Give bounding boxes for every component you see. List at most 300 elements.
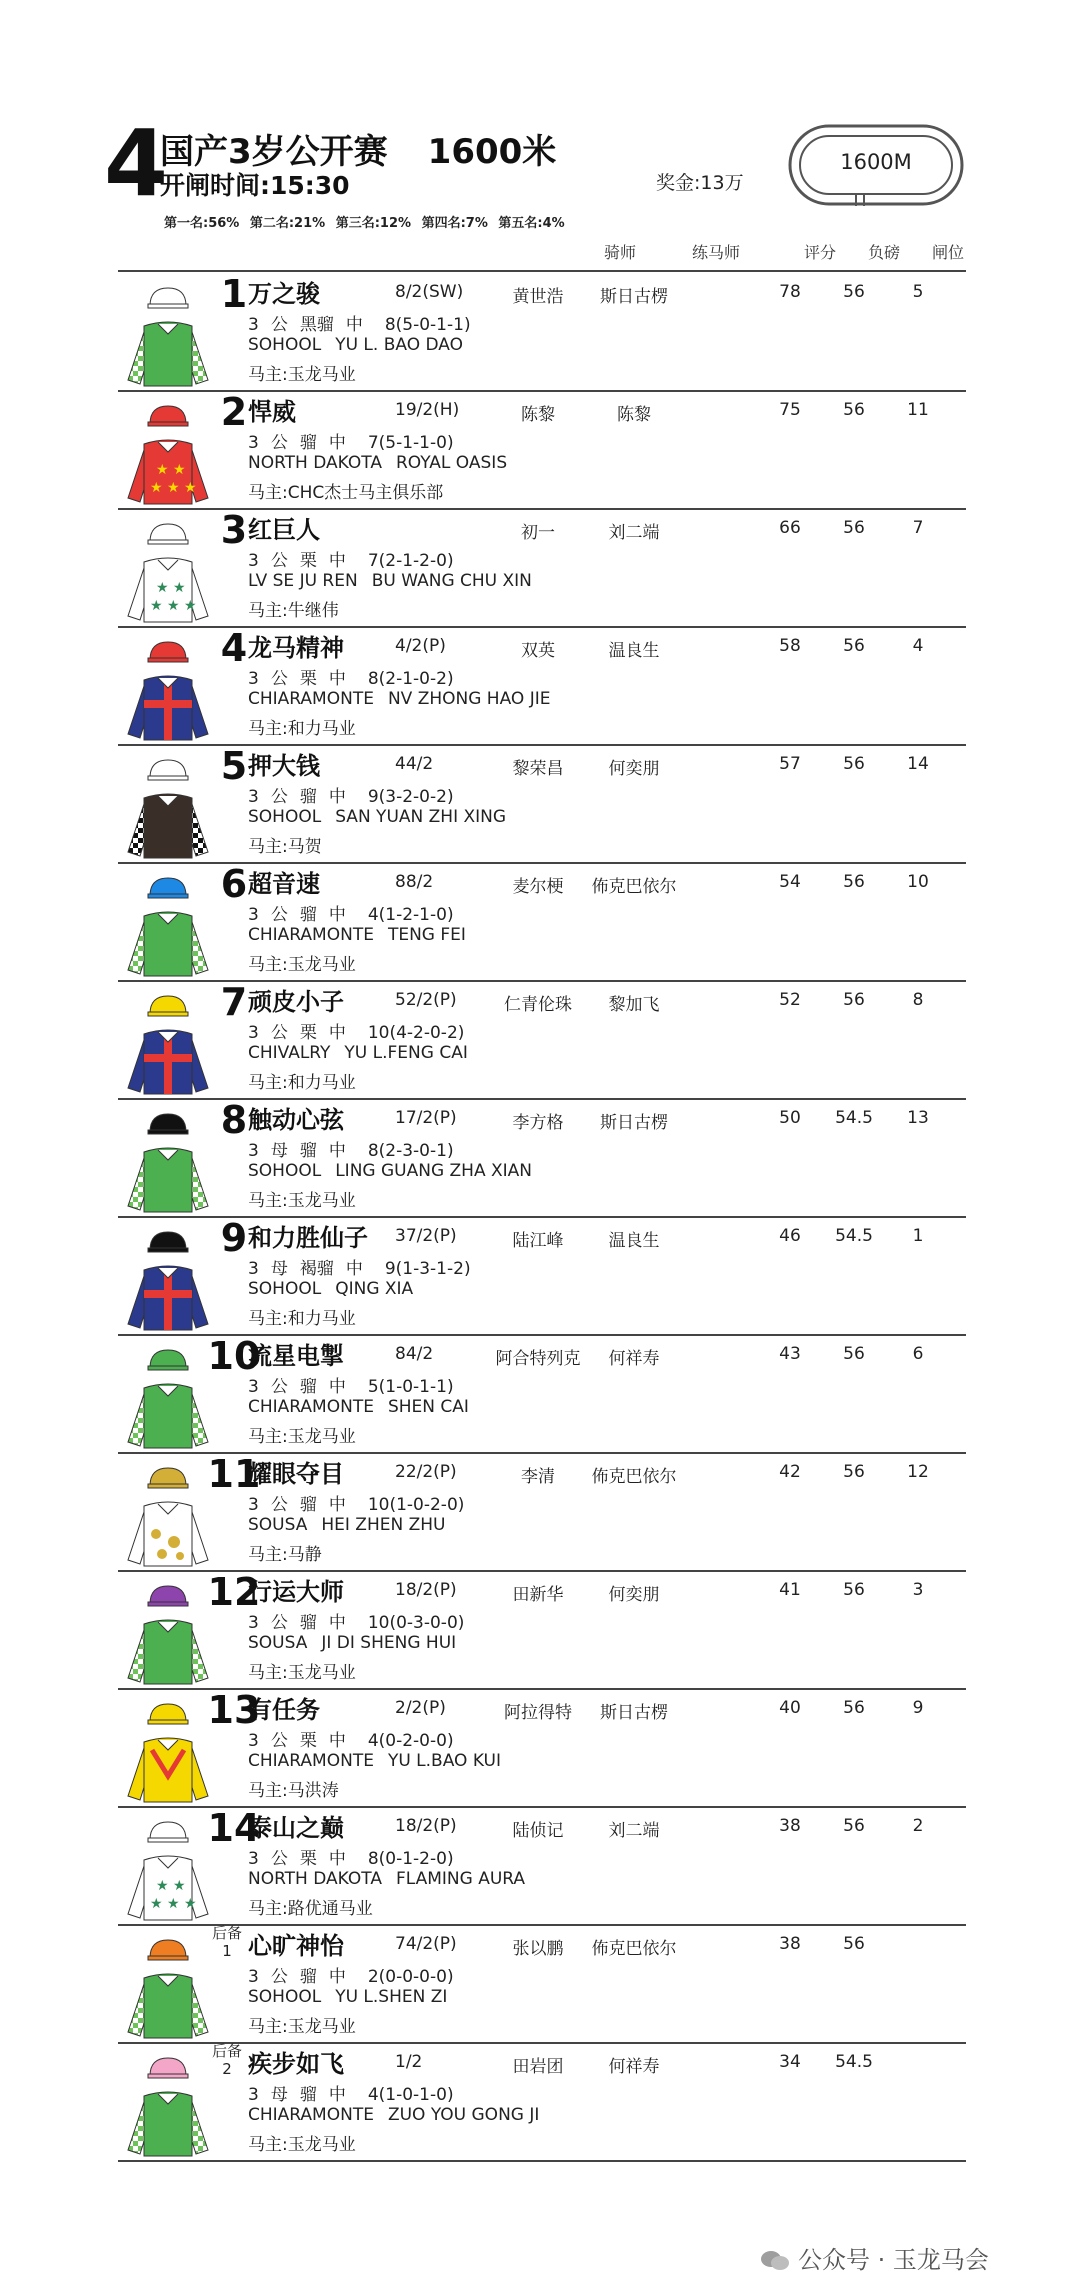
horse-record: 10(4-2-0-2) (367, 1023, 465, 1043)
horse-draw: 13 (907, 1108, 929, 1128)
reserve-label: 后备 2 (211, 2042, 242, 2078)
horse-details (248, 1490, 476, 1515)
horse-number: 1 (220, 272, 248, 316)
horse-color: 栗 (299, 1731, 317, 1751)
race-title-text: 国产3岁公开赛 (160, 132, 388, 172)
horse-odds: 52/2(P) (395, 990, 457, 1010)
wechat-icon (760, 2249, 790, 2273)
horse-class: 中 (345, 1259, 363, 1279)
horse-rating: 50 (779, 1108, 801, 1128)
horse-dam: SHEN CAI (387, 1397, 469, 1417)
horse-dam: ZUO YOU GONG JI (387, 2105, 540, 2125)
horse-pedigree (248, 1043, 468, 1063)
table-row (118, 980, 966, 1100)
horse-sire: CHIARAMONTE (248, 1751, 374, 1771)
horse-rating: 34 (779, 2052, 801, 2072)
prize-money: 奖金:13万 (656, 172, 744, 194)
horse-jockey: 陆侦记 (512, 1821, 564, 1841)
horse-sex: 公 (270, 551, 288, 571)
horse-weight: 54.5 (835, 1226, 873, 1246)
horse-jockey: 田岩团 (512, 2057, 564, 2077)
table-row (118, 1806, 966, 1926)
horse-weight: 56 (843, 1462, 865, 1482)
horse-name: 心旷神怡 (248, 1932, 344, 1960)
horse-name: 疾步如飞 (248, 2050, 344, 2078)
horse-weight: 56 (843, 1344, 865, 1364)
horse-color: 骝 (299, 1141, 317, 1161)
horse-sire: CHIARAMONTE (248, 2105, 374, 2125)
horse-pedigree (248, 925, 466, 945)
table-row (118, 508, 966, 628)
horse-dam: TENG FEI (387, 925, 466, 945)
table-row (118, 1452, 966, 1572)
horse-name: 超音速 (248, 870, 320, 898)
column-draw: 闸位 (931, 243, 964, 262)
jockey-silk-icon (118, 1810, 218, 1922)
horse-trainer: 何奕朋 (608, 759, 660, 779)
horse-trainer: 何祥寿 (608, 1349, 660, 1369)
jockey-silk-icon (118, 630, 218, 742)
horse-age: 3 (248, 2085, 259, 2105)
track-distance-label: 1600M (840, 150, 912, 174)
horse-jockey: 黎荣昌 (512, 759, 564, 779)
horse-record: 9(1-3-1-2) (384, 1259, 471, 1279)
horse-trainer: 刘二端 (608, 1821, 660, 1841)
horse-color: 骝 (299, 787, 317, 807)
horse-name: 和力胜仙子 (248, 1224, 368, 1252)
horse-pedigree (248, 1279, 413, 1299)
horse-class: 中 (328, 1731, 346, 1751)
horse-pedigree (248, 1987, 447, 2007)
horse-trainer: 黎加飞 (608, 995, 660, 1015)
horse-number: 8 (220, 1098, 248, 1142)
horse-draw: 4 (912, 636, 924, 656)
horse-sex: 公 (270, 1613, 288, 1633)
jockey-silk-icon (118, 748, 218, 860)
horse-dam: HEI ZHEN ZHU (321, 1515, 446, 1535)
horse-sex: 公 (270, 1967, 288, 1987)
horse-weight: 56 (843, 1934, 865, 1954)
horse-owner: 马主:玉龙马业 (248, 955, 356, 975)
horse-sex: 公 (270, 787, 288, 807)
horse-age: 3 (248, 669, 259, 689)
column-rating: 评分 (803, 243, 836, 262)
horse-color: 骝 (299, 1613, 317, 1633)
horse-sire: NORTH DAKOTA (248, 453, 382, 473)
horse-dam: YU L.FENG CAI (344, 1043, 468, 1063)
horse-dam: FLAMING AURA (395, 1869, 526, 1889)
horse-odds: 44/2 (395, 754, 434, 774)
horse-color: 褐骝 (299, 1259, 334, 1279)
horse-record: 8(2-3-0-1) (367, 1141, 454, 1161)
horse-pedigree (248, 689, 550, 709)
horse-record: 5(1-0-1-1) (367, 1377, 454, 1397)
horse-weight: 56 (843, 400, 865, 420)
prize-distribution (164, 212, 571, 231)
horse-details (248, 1844, 466, 1869)
horse-record: 8(2-1-0-2) (367, 669, 454, 689)
horse-age: 3 (248, 1731, 259, 1751)
horse-trainer: 何奕朋 (608, 1585, 660, 1605)
horse-sex: 母 (270, 1259, 288, 1279)
horse-name: 万之骏 (248, 280, 320, 308)
horse-owner: 马主:牛继伟 (248, 601, 339, 621)
horse-pedigree (248, 807, 506, 827)
horse-draw: 8 (912, 990, 924, 1010)
table-row (118, 1098, 966, 1218)
horse-rating: 42 (779, 1462, 801, 1482)
horse-sire: LV SE JU REN (248, 571, 358, 591)
horse-class: 中 (328, 2085, 346, 2105)
horse-name: 顽皮小子 (248, 988, 344, 1016)
horse-sire: CHIARAMONTE (248, 925, 374, 945)
horse-name: 耀眼夺目 (248, 1460, 344, 1488)
horse-class: 中 (328, 1377, 346, 1397)
svg-text:★ ★: ★ ★ (156, 462, 186, 478)
race-number: 4 (104, 110, 169, 217)
horse-details (248, 1018, 476, 1043)
horse-sex: 公 (270, 1023, 288, 1043)
horse-dam: YU L.SHEN ZI (335, 1987, 448, 2007)
horse-details (248, 546, 466, 571)
horse-jockey: 黄世浩 (512, 287, 564, 307)
table-row (118, 390, 966, 510)
horse-details (248, 1608, 476, 1633)
jockey-silk-icon (118, 866, 218, 978)
horse-number: 11 (207, 1452, 261, 1496)
footer-label: 公众号 · 玉龙马会 (798, 2246, 989, 2274)
horse-dam: NV ZHONG HAO JIE (387, 689, 551, 709)
horse-number: 14 (207, 1806, 261, 1850)
horse-age: 3 (248, 1023, 259, 1043)
horse-rating: 57 (779, 754, 801, 774)
svg-text:★ ★: ★ ★ (156, 1878, 186, 1894)
horse-class: 中 (328, 1495, 346, 1515)
horse-age: 3 (248, 1849, 259, 1869)
table-row (118, 1688, 966, 1808)
horse-trainer: 刘二端 (608, 523, 660, 543)
horse-number: 10 (207, 1334, 261, 1378)
horse-sire: SOHOOL (248, 1161, 322, 1181)
horse-name: 流星电掣 (248, 1342, 344, 1370)
horse-record: 10(1-0-2-0) (367, 1495, 465, 1515)
horse-age: 3 (248, 551, 259, 571)
horse-number: 5 (220, 744, 248, 788)
horse-rating: 58 (779, 636, 801, 656)
horse-class: 中 (345, 315, 363, 335)
horse-draw: 2 (912, 1816, 924, 1836)
horse-age: 3 (248, 1377, 259, 1397)
horse-sire: SOHOOL (248, 807, 322, 827)
horse-class: 中 (328, 1967, 346, 1987)
horse-pedigree (248, 2105, 539, 2125)
horse-details (248, 782, 466, 807)
horse-trainer: 佈克巴依尔 (591, 1939, 677, 1959)
horse-weight: 56 (843, 1816, 865, 1836)
horse-jockey: 陈黎 (521, 405, 555, 425)
horse-record: 7(5-1-1-0) (367, 433, 454, 453)
horse-draw: 1 (912, 1226, 924, 1246)
horse-class: 中 (328, 1023, 346, 1043)
horse-details (248, 664, 466, 689)
horse-rating: 40 (779, 1698, 801, 1718)
horse-trainer: 佈克巴依尔 (591, 1467, 677, 1487)
horse-class: 中 (328, 1141, 346, 1161)
horse-rating: 43 (779, 1344, 801, 1364)
horse-jockey: 田新华 (512, 1585, 564, 1605)
horse-name: 悍威 (248, 398, 296, 426)
horse-dam: QING XIA (335, 1279, 414, 1299)
horse-draw: 3 (912, 1580, 924, 1600)
table-row (118, 1334, 966, 1454)
horse-jockey: 仁青伦珠 (504, 995, 572, 1015)
horse-rating: 78 (779, 282, 801, 302)
horse-odds: 1/2 (395, 2052, 423, 2072)
horse-trainer: 温良生 (608, 641, 660, 661)
horse-number: 13 (207, 1688, 261, 1732)
horse-owner: 马主:玉龙马业 (248, 1427, 356, 1447)
horse-color: 栗 (299, 669, 317, 689)
horse-sire: SOHOOL (248, 335, 322, 355)
horse-odds: 88/2 (395, 872, 434, 892)
horse-dam: LING GUANG ZHA XIAN (335, 1161, 532, 1181)
horse-odds: 37/2(P) (395, 1226, 457, 1246)
horse-record: 8(0-1-2-0) (367, 1849, 454, 1869)
horse-name: 有任务 (248, 1696, 320, 1724)
horse-record: 4(1-0-1-0) (367, 2085, 454, 2105)
svg-text:★ ★ ★: ★ ★ ★ (150, 480, 197, 496)
horse-jockey: 李清 (521, 1467, 555, 1487)
horse-odds: 17/2(P) (395, 1108, 457, 1128)
horse-dam: SAN YUAN ZHI XING (335, 807, 507, 827)
column-jockey: 骑师 (603, 243, 636, 262)
horse-class: 中 (328, 787, 346, 807)
table-row (118, 1570, 966, 1690)
horse-sex: 母 (270, 2085, 288, 2105)
horse-class: 中 (328, 433, 346, 453)
horse-color: 骝 (299, 1377, 317, 1397)
horse-owner: 马主:玉龙马业 (248, 365, 356, 385)
horse-age: 3 (248, 433, 259, 453)
horse-jockey: 张以鹏 (512, 1939, 564, 1959)
horse-draw: 14 (907, 754, 929, 774)
reserve-label: 后备 1 (211, 1924, 242, 1960)
horse-record: 4(0-2-0-0) (367, 1731, 454, 1751)
horse-jockey: 阿合特列克 (495, 1349, 581, 1369)
distribution-3: 第三名:12% (335, 216, 412, 231)
horse-sex: 公 (270, 905, 288, 925)
horse-color: 骝 (299, 2085, 317, 2105)
jockey-silk-icon (118, 1102, 218, 1214)
horse-draw: 7 (912, 518, 924, 538)
horse-pedigree (248, 1397, 469, 1417)
horse-owner: 马主:CHC杰士马主俱乐部 (248, 483, 444, 503)
horse-sex: 公 (270, 1731, 288, 1751)
horse-pedigree (248, 1633, 456, 1653)
horse-sex: 公 (270, 433, 288, 453)
horse-sex: 公 (270, 1495, 288, 1515)
horse-pedigree (248, 453, 507, 473)
jockey-silk-icon (118, 1574, 218, 1686)
horse-color: 骝 (299, 1967, 317, 1987)
horse-name: 龙马精神 (248, 634, 344, 662)
horse-odds: 4/2(P) (395, 636, 446, 656)
table-row (118, 272, 966, 392)
horse-number: 12 (207, 1570, 261, 1614)
horse-draw: 12 (907, 1462, 929, 1482)
horse-number: 4 (220, 626, 248, 670)
horse-jockey: 麦尔梗 (512, 877, 564, 897)
horse-color: 栗 (299, 1849, 317, 1869)
horse-weight: 56 (843, 518, 865, 538)
horse-class: 中 (328, 905, 346, 925)
jockey-silk-icon (118, 2046, 218, 2158)
horse-jockey: 李方格 (512, 1113, 564, 1133)
horse-jockey: 初一 (521, 523, 555, 543)
horse-pedigree (248, 1515, 445, 1535)
horse-class: 中 (328, 551, 346, 571)
horse-record: 2(0-0-0-0) (367, 1967, 454, 1987)
column-trainer: 练马师 (691, 243, 740, 262)
horse-trainer: 斯日古楞 (600, 1703, 668, 1723)
horse-sex: 母 (270, 1141, 288, 1161)
horse-weight: 54.5 (835, 1108, 873, 1128)
horse-sex: 公 (270, 669, 288, 689)
horse-number: 3 (220, 508, 248, 552)
horse-details (248, 900, 466, 925)
horse-class: 中 (328, 1613, 346, 1633)
horse-age: 3 (248, 315, 259, 335)
horse-owner: 马主:和力马业 (248, 719, 356, 739)
horse-dam: ROYAL OASIS (395, 453, 508, 473)
horse-rating: 54 (779, 872, 801, 892)
horse-trainer: 温良生 (608, 1231, 660, 1251)
horse-details (248, 1962, 466, 1987)
horse-sire: CHIARAMONTE (248, 689, 374, 709)
horse-odds: 18/2(P) (395, 1816, 457, 1836)
horse-owner: 马主:路优通马业 (248, 1899, 373, 1919)
horse-weight: 54.5 (835, 2052, 873, 2072)
horse-details (248, 2080, 466, 2105)
horse-owner: 马主:玉龙马业 (248, 2135, 356, 2155)
horse-number: 7 (220, 980, 248, 1024)
horse-odds: 8/2(SW) (395, 282, 464, 302)
horse-number: 9 (220, 1216, 248, 1260)
horse-pedigree (248, 335, 463, 355)
horse-name: 押大钱 (248, 752, 320, 780)
horse-pedigree (248, 1161, 532, 1181)
horse-name: 触动心弦 (248, 1106, 344, 1134)
horse-weight: 56 (843, 1698, 865, 1718)
horse-rating: 75 (779, 400, 801, 420)
horse-draw: 10 (907, 872, 929, 892)
horse-weight: 56 (843, 754, 865, 774)
jockey-silk-icon (118, 394, 218, 506)
horse-owner: 马主:和力马业 (248, 1073, 356, 1093)
horse-weight: 56 (843, 990, 865, 1010)
horse-details (248, 1254, 483, 1279)
horse-trainer: 何祥寿 (608, 2057, 660, 2077)
horse-owner: 马主:玉龙马业 (248, 2017, 356, 2037)
horse-owner: 马主:玉龙马业 (248, 1191, 356, 1211)
horse-sex: 公 (270, 315, 288, 335)
horse-dam: YU L.BAO KUI (387, 1751, 501, 1771)
horse-dam: BU WANG CHU XIN (371, 571, 532, 591)
svg-text:★ ★: ★ ★ (156, 580, 186, 596)
horse-dam: JI DI SHENG HUI (321, 1633, 457, 1653)
horse-details (248, 428, 466, 453)
horse-jockey: 陆江峰 (512, 1231, 564, 1251)
table-row (118, 1924, 966, 2044)
horse-number: 2 (220, 390, 248, 434)
horse-name: 泰山之巅 (248, 1814, 344, 1842)
horse-odds: 19/2(H) (395, 400, 460, 420)
horse-class: 中 (328, 669, 346, 689)
horse-color: 栗 (299, 551, 317, 571)
horse-name: 红巨人 (248, 516, 320, 544)
jockey-silk-icon (118, 1928, 218, 2040)
horse-color: 栗 (299, 1023, 317, 1043)
horse-owner: 马主:和力马业 (248, 1309, 356, 1329)
horse-draw: 11 (907, 400, 929, 420)
horse-name: 行运大师 (248, 1578, 344, 1606)
distribution-1: 第一名:56% (164, 216, 240, 231)
race-distance: 1600米 (427, 132, 557, 172)
jockey-silk-icon (118, 1220, 218, 1332)
horse-sire: SOUSA (248, 1515, 308, 1535)
horse-rating: 41 (779, 1580, 801, 1600)
horse-owner: 马主:马静 (248, 1545, 322, 1565)
horse-owner: 马主:马洪涛 (248, 1781, 339, 1801)
column-weight: 负磅 (867, 243, 900, 262)
svg-text:★ ★ ★: ★ ★ ★ (150, 1896, 197, 1912)
horse-record: 4(1-2-1-0) (367, 905, 454, 925)
jockey-silk-icon (118, 1338, 218, 1450)
horse-age: 3 (248, 1613, 259, 1633)
horse-odds: 22/2(P) (395, 1462, 457, 1482)
table-row (118, 2042, 966, 2162)
horse-age: 3 (248, 1967, 259, 1987)
horse-sex: 公 (270, 1377, 288, 1397)
horse-draw: 9 (912, 1698, 924, 1718)
horse-rating: 46 (779, 1226, 801, 1246)
horse-sire: SOUSA (248, 1633, 308, 1653)
jockey-silk-icon (118, 512, 218, 624)
horse-jockey: 双英 (521, 641, 555, 661)
footer-brand (760, 2240, 989, 2275)
jockey-silk-icon (118, 984, 218, 1096)
jockey-silk-icon (118, 276, 218, 388)
horse-pedigree (248, 1751, 501, 1771)
horse-owner: 马主:玉龙马业 (248, 1663, 356, 1683)
horse-weight: 56 (843, 1580, 865, 1600)
table-row (118, 744, 966, 864)
table-row (118, 862, 966, 982)
start-time: 开闸时间:15:30 (160, 171, 350, 200)
horse-weight: 56 (843, 636, 865, 656)
horse-rating: 38 (779, 1816, 801, 1836)
horse-sire: NORTH DAKOTA (248, 1869, 382, 1889)
horse-trainer: 斯日古楞 (600, 287, 668, 307)
horse-details (248, 1726, 466, 1751)
horse-record: 8(5-0-1-1) (384, 315, 471, 335)
horse-sire: SOHOOL (248, 1279, 322, 1299)
horse-record: 10(0-3-0-0) (367, 1613, 465, 1633)
distribution-4: 第四名:7% (421, 216, 488, 231)
horse-age: 3 (248, 1259, 259, 1279)
horse-color: 黑骝 (299, 315, 334, 335)
horse-color: 骝 (299, 905, 317, 925)
